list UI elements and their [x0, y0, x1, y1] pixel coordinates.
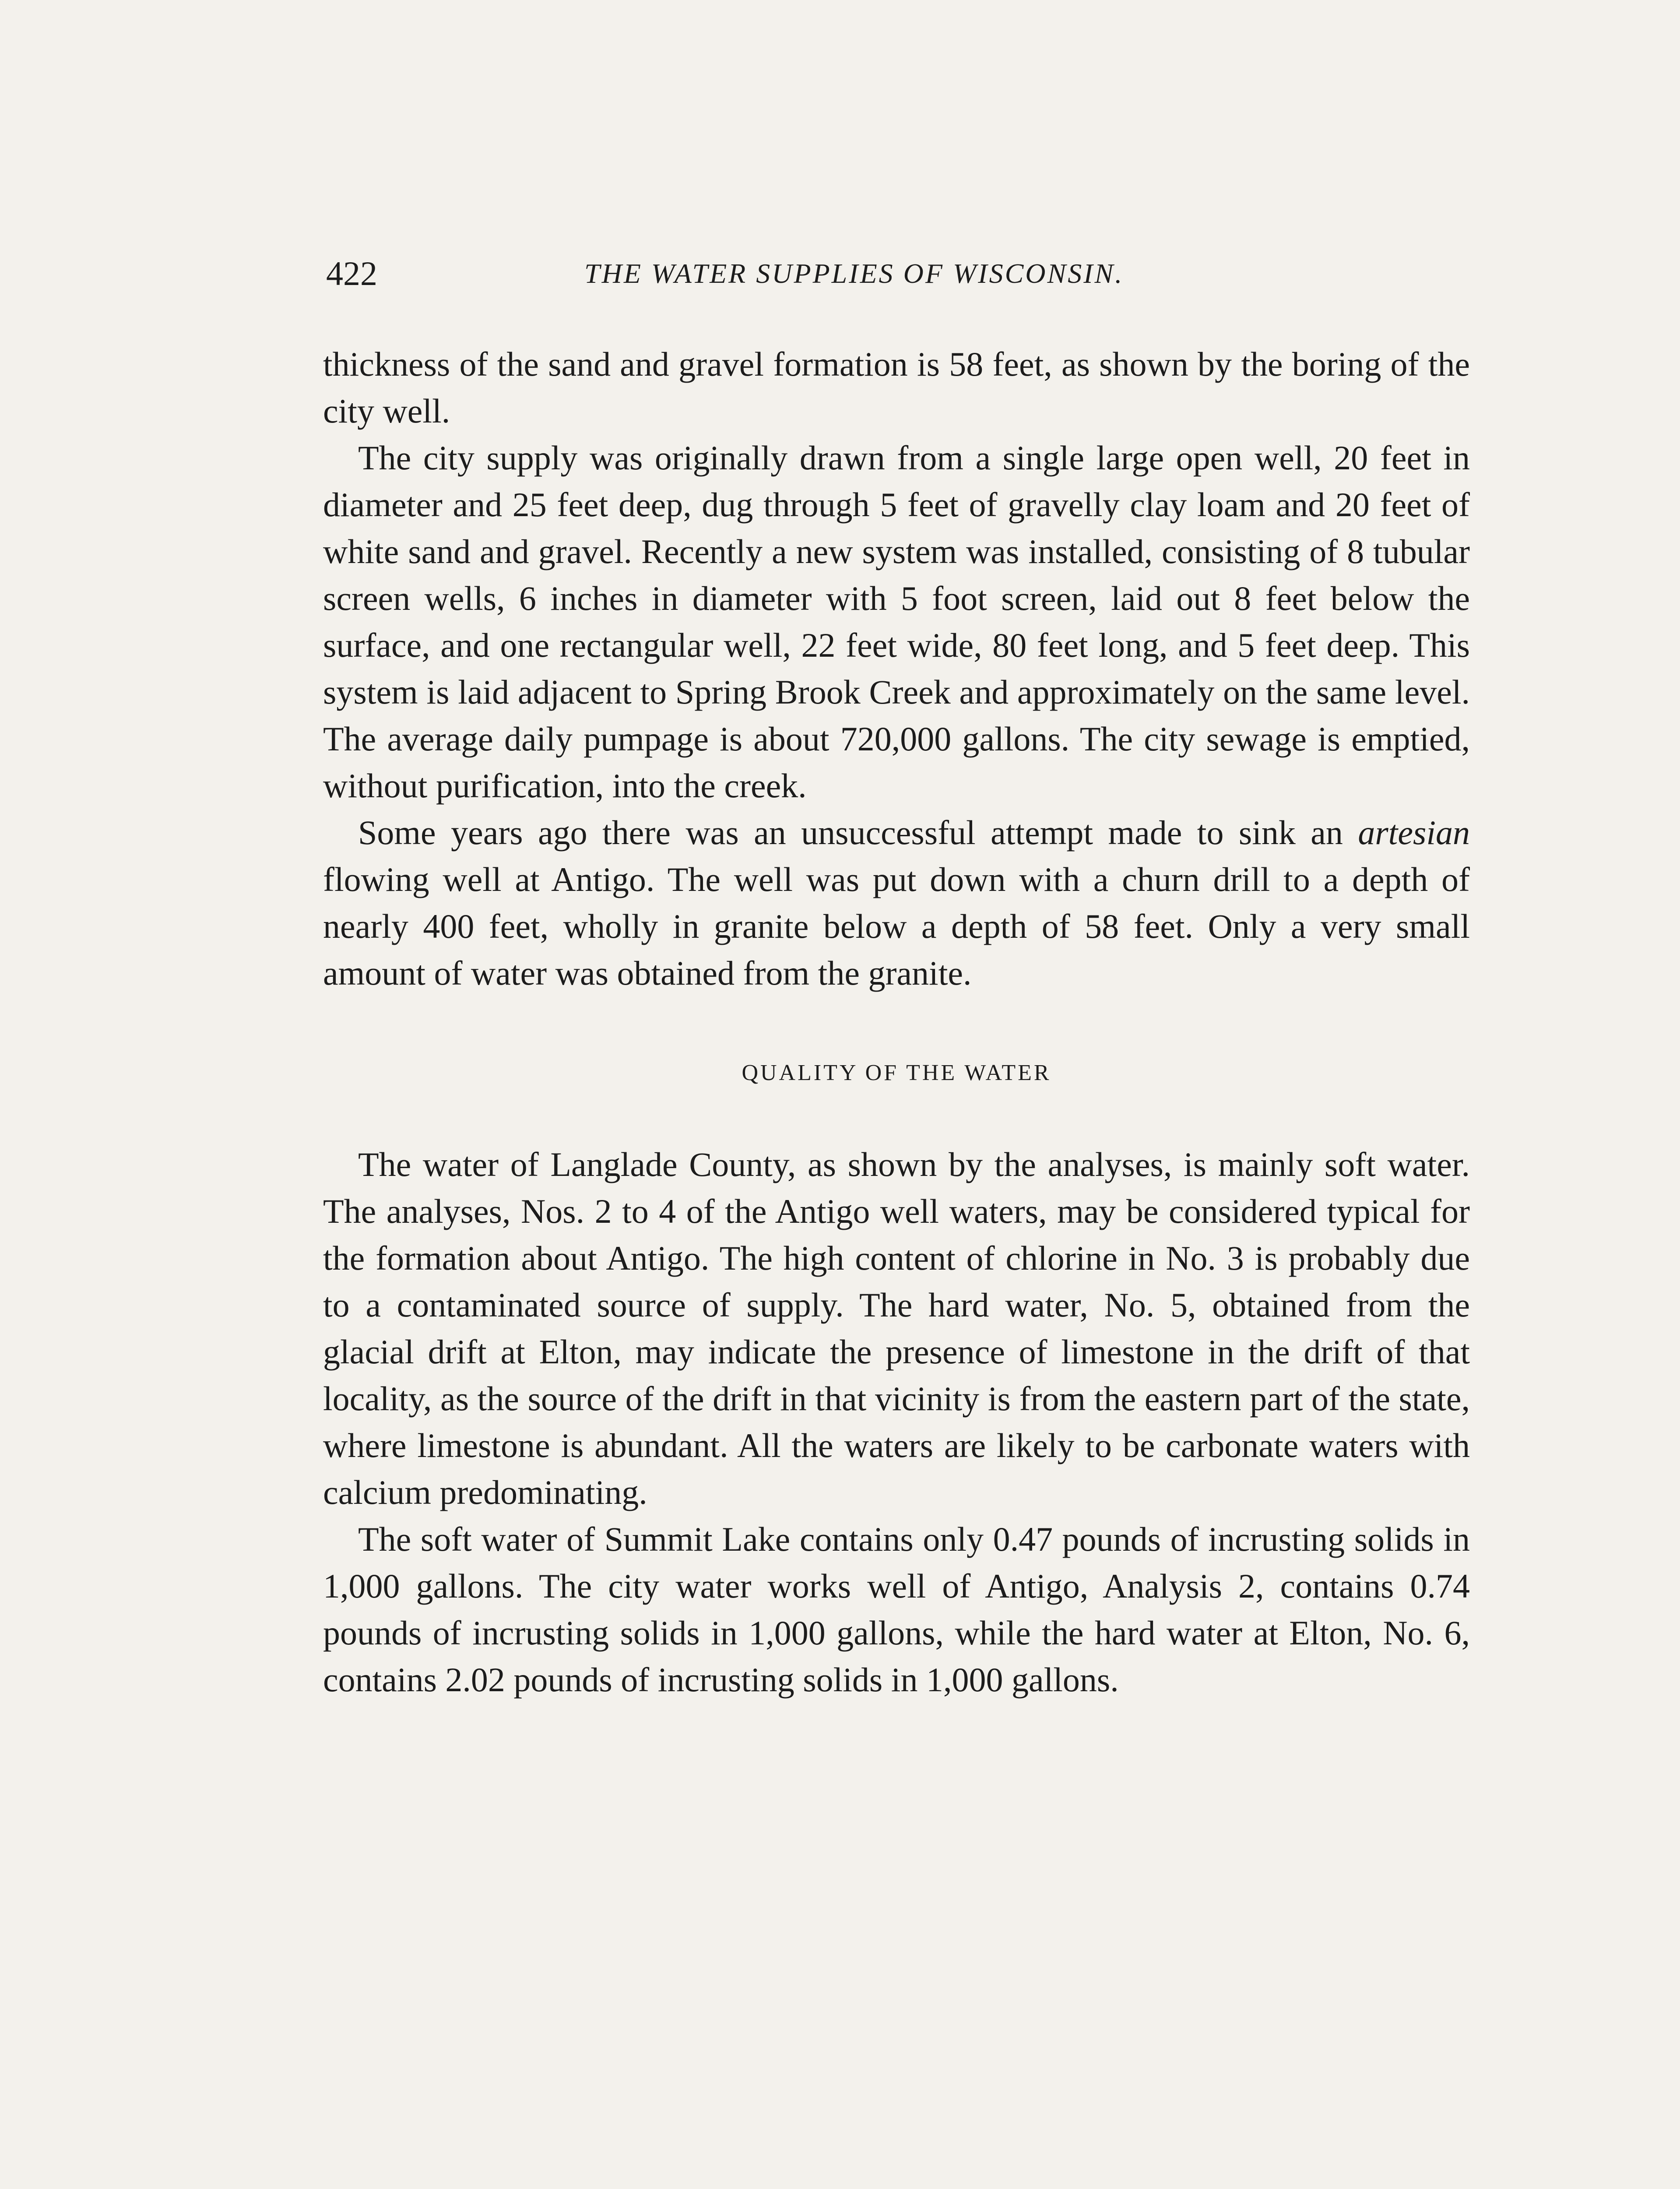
artesian-term: artesian	[1358, 813, 1470, 852]
running-title: THE WATER SUPPLIES OF WISCONSIN.	[584, 258, 1124, 289]
page-number: 422	[326, 254, 377, 292]
paragraph-water-quality: The water of Langlade County, as shown by the analyses, is mainly soft water. The analyses, Nos. 2 to 4 of the Antigo well waters, may be considered typical for the formation about Antigo. The high content of chlorine in No. 3 is probably due to a contaminated source of supply. The hard water, No. 5, obtained from the glacial drift at Elton, may indicate the presence of limestone in the drift of that locality, as the source of the drift in that vicinity is from the eastern part of the state, where limestone is abundant. All the waters are likely to be carbonate waters with calcium predominating.	[323, 1145, 1470, 1511]
body-text	[323, 341, 1470, 1703]
paragraph-artesian-well-text-start: Some years ago there was an unsuccessful attempt made to sink an	[358, 813, 1358, 852]
paragraph-artesian-well-text-end: flowing well at Antigo. The well was put down with a churn drill to a depth of nearly 400 feet, wholly in granite below a depth of 58 feet. Only a very small amount of water was obtained from the granite.	[323, 860, 1470, 992]
paragraph-incrusting-solids: The soft water of Summit Lake contains only 0.47 pounds of incrusting solids in 1,000 gallons. The city water works well of Antigo, Analysis 2, contains 0.74 pounds of incrusting solids in 1,000 gallons, while the hard water at Elton, No. 6, contains 2.02 pounds of incrusting solids in 1,000 gallons.	[323, 1520, 1470, 1699]
running-head	[326, 250, 1464, 298]
paragraph-artesian-well	[323, 809, 1470, 996]
section-heading: QUALITY OF THE WATER	[742, 1060, 1051, 1085]
paragraph-continuation: thickness of the sand and gravel formation is 58 feet, as shown by the boring of the city well.	[323, 345, 1470, 430]
paragraph-city-supply: The city supply was originally drawn from a single large open well, 20 feet in diameter and 25 feet deep, dug through 5 feet of gravelly clay loam and 20 feet of white sand and gravel. Recently a new system was installed, consisting of 8 tubular screen wells, 6 inches in diameter with 5 foot screen, laid out 8 feet below the surface, and one rectangular well, 22 feet wide, 80 feet long, and 5 feet deep. This system is laid adjacent to Spring Brook Creek and approximately on the same level. The average daily pumpage is about 720,000 gallons. The city sewage is emptied, without purification, into the creek.	[323, 439, 1470, 805]
